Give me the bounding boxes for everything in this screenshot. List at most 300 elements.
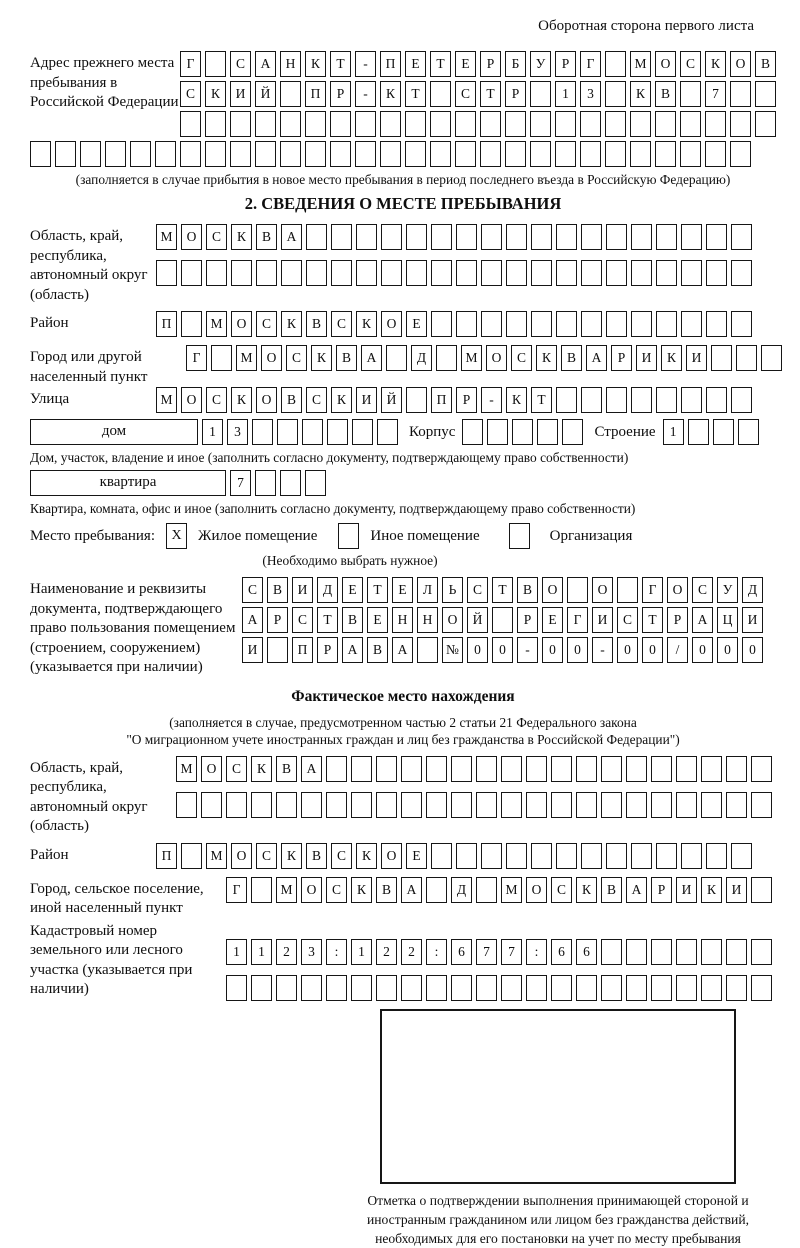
section2-title: 2. СВЕДЕНИЯ О МЕСТЕ ПРЕБЫВАНИЯ: [244, 194, 562, 213]
form-cell: [606, 387, 627, 413]
form-cell: К: [705, 51, 726, 77]
form-cell: К: [356, 311, 377, 337]
form-cell: 0: [492, 637, 513, 663]
form-cell: К: [576, 877, 597, 903]
form-cell: [431, 843, 452, 869]
form-cell: 6: [576, 939, 597, 965]
form-cell: Е: [406, 311, 427, 337]
form-cell: [426, 975, 447, 1001]
form-cell: [726, 939, 747, 965]
form-cell: [605, 111, 626, 137]
form-cell: [605, 51, 626, 77]
form-cell: Д: [451, 877, 472, 903]
form-cell: [255, 470, 276, 496]
form-cell: [206, 260, 227, 286]
form-cell: [556, 843, 577, 869]
form-cell: С: [511, 345, 532, 371]
form-cell: Д: [742, 577, 763, 603]
form-cell: [501, 975, 522, 1001]
form-cell: Ь: [442, 577, 463, 603]
form-cell: [751, 939, 772, 965]
form-cell: В: [342, 607, 363, 633]
form-cell: [130, 141, 151, 167]
fact-note-line1: (заполняется в случае, предусмотренном частью 2 статьи 21 Федерального закона: [169, 714, 637, 730]
form-cell: [430, 111, 451, 137]
form-cell: [738, 419, 759, 445]
form-cell: 0: [617, 637, 638, 663]
form-cell: В: [306, 843, 327, 869]
form-cell: А: [342, 637, 363, 663]
form-cell: К: [231, 224, 252, 250]
cadastral-cells-row-1: [226, 939, 776, 967]
form-cell: Т: [430, 51, 451, 77]
form-cell: К: [356, 843, 377, 869]
form-cell: Н: [417, 607, 438, 633]
form-cell: 1: [202, 419, 223, 445]
form-cell: Й: [255, 81, 276, 107]
form-cell: Т: [405, 81, 426, 107]
form-cell: [426, 756, 447, 782]
form-cell: С: [180, 81, 201, 107]
form-cell: К: [311, 345, 332, 371]
form-cell: [406, 224, 427, 250]
form-cell: [355, 141, 376, 167]
stroenie-cells: [663, 419, 763, 445]
form-cell: [480, 111, 501, 137]
form-cell: О: [442, 607, 463, 633]
form-cell: И: [592, 607, 613, 633]
document-cells-row-3: [242, 637, 776, 665]
form-cell: А: [255, 51, 276, 77]
form-cell: -: [592, 637, 613, 663]
house-line: [30, 419, 776, 447]
document-cells-row-1: [242, 577, 776, 605]
form-cell: М: [461, 345, 482, 371]
form-cell: [476, 756, 497, 782]
stroenie-label: Строение: [594, 424, 656, 440]
form-cell: 6: [551, 939, 572, 965]
form-cell: 0: [692, 637, 713, 663]
form-cell: [576, 792, 597, 818]
form-cell: [301, 975, 322, 1001]
stay-type-line: [30, 523, 776, 551]
form-cell: [656, 260, 677, 286]
form-cell: [656, 843, 677, 869]
form-cell: [617, 577, 638, 603]
form-cell: [711, 345, 732, 371]
prev-address-field: [30, 51, 776, 141]
form-cell: [530, 141, 551, 167]
form-cell: [555, 111, 576, 137]
form-cell: Т: [480, 81, 501, 107]
form-cell: М: [156, 224, 177, 250]
form-cell: [180, 141, 201, 167]
form-cell: [430, 141, 451, 167]
form-cell: И: [686, 345, 707, 371]
form-cell: [205, 111, 226, 137]
form-cell: К: [506, 387, 527, 413]
form-cell: 0: [742, 637, 763, 663]
form-cell: С: [326, 877, 347, 903]
house-cells: [202, 419, 402, 445]
form-cell: [530, 81, 551, 107]
form-cell: [455, 111, 476, 137]
form-cell: [330, 141, 351, 167]
form-cell: Д: [317, 577, 338, 603]
apartment-box-label: квартира: [30, 470, 226, 496]
form-cell: С: [331, 311, 352, 337]
house-box-label: дом: [30, 419, 198, 445]
form-cell: [680, 81, 701, 107]
form-cell: Р: [330, 81, 351, 107]
stamp-area: [346, 1009, 770, 1248]
form-cell: С: [286, 345, 307, 371]
form-cell: Р: [505, 81, 526, 107]
prev-address-label: Адрес прежнего места пребывания в Российской Федерации: [30, 55, 179, 110]
form-cell: М: [501, 877, 522, 903]
form-cell: 7: [476, 939, 497, 965]
form-cell: [451, 975, 472, 1001]
form-cell: [505, 111, 526, 137]
fact-city-cells-row: [226, 877, 776, 905]
form-cell: П: [431, 387, 452, 413]
form-cell: [352, 419, 373, 445]
form-cell: [656, 387, 677, 413]
form-cell: [431, 311, 452, 337]
form-cell: [731, 843, 752, 869]
form-cell: [551, 792, 572, 818]
form-cell: К: [251, 756, 272, 782]
form-cell: [251, 877, 272, 903]
form-cell: [280, 141, 301, 167]
form-cell: [230, 141, 251, 167]
form-cell: С: [680, 51, 701, 77]
cadastral-cells-row-2: [226, 975, 776, 1003]
form-cell: [701, 939, 722, 965]
form-cell: [730, 111, 751, 137]
form-cell: О: [667, 577, 688, 603]
form-cell: 2: [276, 939, 297, 965]
form-cell: [631, 387, 652, 413]
form-cell: [631, 260, 652, 286]
form-cell: [631, 843, 652, 869]
form-cell: [631, 224, 652, 250]
form-cell: К: [281, 843, 302, 869]
form-cell: К: [380, 81, 401, 107]
form-cell: [176, 792, 197, 818]
fact-region-cells-row-1: [176, 756, 776, 784]
house-caption: Дом, участок, владение и иное (заполнить согласно документу, подтверждающему право собственности): [30, 450, 629, 465]
form-cell: [230, 111, 251, 137]
form-cell: О: [261, 345, 282, 371]
form-cell: [501, 756, 522, 782]
form-cell: Р: [517, 607, 538, 633]
form-cell: [231, 260, 252, 286]
form-cell: 3: [227, 419, 248, 445]
form-cell: [626, 939, 647, 965]
form-cell: [480, 141, 501, 167]
form-cell: [205, 141, 226, 167]
form-cell: [376, 756, 397, 782]
form-cell: [252, 419, 273, 445]
form-cell: С: [242, 577, 263, 603]
form-cell: О: [486, 345, 507, 371]
form-cell: Т: [531, 387, 552, 413]
form-cell: [501, 792, 522, 818]
form-cell: [706, 387, 727, 413]
form-cell: [651, 756, 672, 782]
form-cell: [55, 141, 76, 167]
form-cell: Р: [456, 387, 477, 413]
form-cell: [331, 224, 352, 250]
form-cell: [327, 419, 348, 445]
form-cell: Г: [642, 577, 663, 603]
form-cell: И: [742, 607, 763, 633]
document-cells-row-2: [242, 607, 776, 635]
form-cell: [601, 756, 622, 782]
form-cell: [606, 224, 627, 250]
form-cell: И: [356, 387, 377, 413]
form-cell: [630, 111, 651, 137]
form-cell: Г: [226, 877, 247, 903]
form-cell: [681, 260, 702, 286]
form-cell: Р: [267, 607, 288, 633]
form-cell: М: [156, 387, 177, 413]
fact-district-label: Район: [30, 846, 69, 863]
form-cell: [630, 141, 651, 167]
form-cell: С: [256, 843, 277, 869]
form-cell: [655, 141, 676, 167]
form-cell: Т: [330, 51, 351, 77]
form-cell: [556, 224, 577, 250]
form-cell: П: [156, 843, 177, 869]
fact-city-label: Город, сельское поселение, иной населенный пункт: [30, 880, 204, 916]
form-cell: С: [226, 756, 247, 782]
form-cell: А: [692, 607, 713, 633]
form-cell: [351, 975, 372, 1001]
form-cell: [706, 260, 727, 286]
form-cell: [462, 419, 483, 445]
form-cell: [731, 260, 752, 286]
form-cell: О: [301, 877, 322, 903]
fact-district-field: [30, 843, 776, 873]
form-cell: [481, 260, 502, 286]
form-cell: [506, 260, 527, 286]
form-cell: [626, 975, 647, 1001]
form-cell: [530, 111, 551, 137]
fact-title: Фактическое место нахождения: [291, 687, 515, 705]
form-cell: А: [301, 756, 322, 782]
form-cell: Г: [567, 607, 588, 633]
form-cell: 7: [705, 81, 726, 107]
form-cell: Т: [367, 577, 388, 603]
form-cell: [281, 260, 302, 286]
form-cell: О: [592, 577, 613, 603]
form-cell: [305, 111, 326, 137]
form-cell: [705, 111, 726, 137]
form-cell: [280, 470, 301, 496]
form-cell: [680, 141, 701, 167]
form-cell: К: [331, 387, 352, 413]
form-cell: М: [630, 51, 651, 77]
form-cell: В: [306, 311, 327, 337]
form-cell: -: [355, 51, 376, 77]
form-cell: И: [676, 877, 697, 903]
form-cell: К: [231, 387, 252, 413]
form-cell: О: [381, 843, 402, 869]
form-cell: [681, 311, 702, 337]
form-cell: [681, 843, 702, 869]
form-cell: Г: [180, 51, 201, 77]
form-cell: [381, 260, 402, 286]
form-cell: [456, 224, 477, 250]
form-cell: [476, 975, 497, 1001]
form-cell: [755, 81, 776, 107]
form-cell: [376, 975, 397, 1001]
form-cell: :: [426, 939, 447, 965]
form-cell: С: [306, 387, 327, 413]
apartment-caption: Квартира, комната, офис и иное (заполнить согласно документу, подтверждающему право собственности): [30, 501, 636, 516]
form-cell: В: [281, 387, 302, 413]
form-cell: [381, 224, 402, 250]
form-cell: [651, 975, 672, 1001]
form-cell: [713, 419, 734, 445]
form-cell: П: [305, 81, 326, 107]
form-cell: [181, 843, 202, 869]
form-cell: [531, 843, 552, 869]
form-cell: [730, 141, 751, 167]
form-cell: [751, 877, 772, 903]
form-cell: [726, 756, 747, 782]
form-cell: П: [380, 51, 401, 77]
form-cell: [377, 419, 398, 445]
prev-address-cells-row-1: [180, 51, 780, 79]
form-cell: [605, 81, 626, 107]
form-cell: П: [156, 311, 177, 337]
form-cell: [676, 939, 697, 965]
checkbox-organization: [509, 523, 530, 549]
form-cell: 1: [351, 939, 372, 965]
form-cell: [581, 224, 602, 250]
form-cell: 3: [301, 939, 322, 965]
form-cell: С: [617, 607, 638, 633]
stay-type-label: Место пребывания:: [30, 528, 155, 544]
form-cell: 2: [376, 939, 397, 965]
stamp-caption: Отметка о подтверждении выполнения принимающей стороной и иностранным гражданином или лицом без гражданства действий, необходимых для его постановки на учет по месту пребывания: [367, 1192, 749, 1246]
form-cell: [380, 111, 401, 137]
cadastral-label: Кадастровый номер земельного или лесного участка (указывается при наличии): [30, 922, 193, 997]
form-cell: [326, 792, 347, 818]
form-cell: Т: [317, 607, 338, 633]
form-cell: [356, 224, 377, 250]
region-field: [30, 224, 776, 305]
form-cell: -: [517, 637, 538, 663]
document-field: [30, 577, 776, 678]
form-cell: [330, 111, 351, 137]
form-cell: [487, 419, 508, 445]
form-cell: [531, 311, 552, 337]
form-cell: И: [636, 345, 657, 371]
city-field: [30, 345, 776, 387]
form-cell: К: [630, 81, 651, 107]
form-cell: М: [236, 345, 257, 371]
form-cell: Р: [611, 345, 632, 371]
form-cell: [481, 224, 502, 250]
form-cell: [406, 260, 427, 286]
fact-region-label: Область, край, республика, автономный округ (область): [30, 759, 148, 834]
checkbox-residential: X: [166, 523, 187, 549]
form-cell: [431, 224, 452, 250]
form-cell: [380, 141, 401, 167]
form-cell: [576, 975, 597, 1001]
form-cell: [226, 975, 247, 1001]
form-cell: [430, 81, 451, 107]
form-cell: И: [230, 81, 251, 107]
city-label: Город или другой населенный пункт: [30, 349, 148, 385]
form-cell: Р: [317, 637, 338, 663]
stamp-box: [380, 1009, 736, 1184]
form-cell: [701, 756, 722, 782]
form-cell: [601, 975, 622, 1001]
form-cell: Й: [467, 607, 488, 633]
form-cell: [451, 792, 472, 818]
form-cell: [256, 260, 277, 286]
cadastral-field: [30, 919, 776, 1005]
form-cell: [401, 975, 422, 1001]
form-cell: [751, 756, 772, 782]
form-cell: [681, 387, 702, 413]
form-cell: [555, 141, 576, 167]
form-cell: [688, 419, 709, 445]
form-cell: [406, 387, 427, 413]
form-cell: Л: [417, 577, 438, 603]
form-cell: [326, 756, 347, 782]
form-cell: М: [206, 843, 227, 869]
form-cell: [280, 81, 301, 107]
form-cell: [305, 470, 326, 496]
form-cell: К: [536, 345, 557, 371]
form-cell: 7: [230, 470, 251, 496]
form-cell: В: [601, 877, 622, 903]
form-cell: В: [276, 756, 297, 782]
form-cell: [601, 792, 622, 818]
form-cell: О: [201, 756, 222, 782]
form-cell: А: [361, 345, 382, 371]
prev-address-cells-row-2: [180, 81, 780, 109]
form-cell: [276, 792, 297, 818]
form-cell: [505, 141, 526, 167]
form-cell: [755, 111, 776, 137]
form-cell: О: [542, 577, 563, 603]
form-cell: Е: [406, 843, 427, 869]
fact-note-line2: "О миграционном учете иностранных граждан и лиц без гражданства в Российской Федерации"): [126, 731, 680, 747]
form-cell: [326, 975, 347, 1001]
form-cell: [436, 345, 457, 371]
form-cell: [255, 111, 276, 137]
form-cell: [351, 756, 372, 782]
form-cell: -: [355, 81, 376, 107]
form-cell: [417, 637, 438, 663]
form-cell: [651, 792, 672, 818]
fact-city-field: [30, 877, 776, 919]
form-cell: [251, 792, 272, 818]
form-cell: [751, 792, 772, 818]
document-label: Наименование и реквизиты документа, подтверждающего право пользования помещением (строением, сооружением) (указывается при наличии): [30, 581, 236, 675]
prev-address-cells-row-3: [180, 111, 780, 139]
form-cell: [705, 141, 726, 167]
form-cell: [581, 387, 602, 413]
form-cell: [731, 311, 752, 337]
